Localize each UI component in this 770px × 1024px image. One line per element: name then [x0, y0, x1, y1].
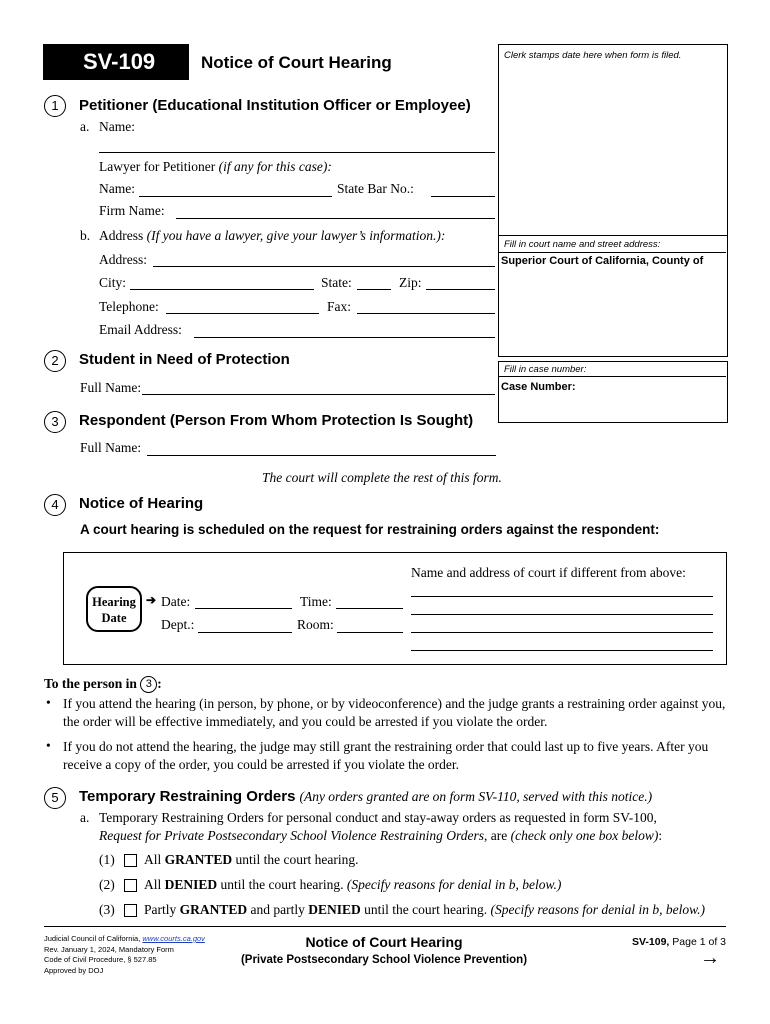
- telephone-label: Telephone:: [99, 299, 159, 314]
- option-2-checkbox[interactable]: [124, 879, 137, 892]
- item-5a-text-1: Temporary Restraining Orders for personal conduct and stay-away orders as requested in form SV-100,: [99, 810, 657, 825]
- fax-label: Fax:: [327, 299, 352, 314]
- option-2-text: All DENIED until the court hearing. (Specify reasons for denial in b, below.): [144, 877, 562, 892]
- option-2-number: (2): [99, 877, 115, 892]
- item-b-label: b.: [80, 228, 91, 243]
- section-4-title: Notice of Hearing: [79, 495, 204, 512]
- email-field[interactable]: [194, 337, 495, 338]
- hearing-room-field[interactable]: [337, 632, 403, 633]
- option-1-text: All GRANTED until the court hearing.: [144, 852, 359, 867]
- firm-name-field[interactable]: [176, 218, 495, 219]
- hearing-time-field[interactable]: [336, 608, 403, 609]
- option-3-checkbox[interactable]: [124, 904, 137, 917]
- form-code: SV-109: [83, 49, 156, 74]
- item-5a-label: a.: [80, 810, 90, 825]
- student-full-name-label: Full Name:: [80, 380, 142, 395]
- hearing-date-label: Date:: [161, 594, 191, 609]
- next-page-arrow-icon[interactable]: →: [700, 947, 720, 969]
- petitioner-name-field[interactable]: [99, 152, 495, 153]
- case-number-label: Case Number:: [501, 381, 576, 393]
- option-1-checkbox[interactable]: [124, 854, 137, 867]
- court-address-line-2[interactable]: [411, 614, 713, 615]
- footer-title: Notice of Court Hearing: [305, 934, 463, 950]
- footer-left: Judicial Council of California, www.courts.ca.gov Rev. January 1, 2024, Mandatory Form Code of Civil Procedure, § 527.85 Approved by DOJ: [44, 934, 205, 975]
- hearing-room-label: Room:: [297, 617, 334, 632]
- lawyer-name-label: Name:: [99, 181, 135, 196]
- section-number-3: 3: [44, 411, 66, 433]
- address-heading: Address (If you have a lawyer, give your lawyer’s information.):: [99, 228, 446, 243]
- form-code-badge: [43, 44, 189, 80]
- state-label: State:: [321, 275, 352, 290]
- telephone-field[interactable]: [166, 313, 319, 314]
- courts-link[interactable]: www.courts.ca.gov: [142, 934, 205, 943]
- city-label: City:: [99, 275, 127, 290]
- arrow-icon: ➔: [146, 593, 157, 607]
- court-name-label: Superior Court of California, County of: [501, 255, 704, 267]
- lawyer-label: Lawyer for Petitioner (if any for this case):: [99, 159, 332, 174]
- student-full-name-field[interactable]: [142, 394, 495, 395]
- hearing-dept-label: Dept.:: [161, 617, 195, 632]
- firm-name-label: Firm Name:: [99, 203, 165, 218]
- court-address-label: Name and address of court if different from above:: [411, 565, 686, 580]
- zip-label: Zip:: [399, 275, 422, 290]
- hearing-date-badge: Hearing Date: [86, 586, 142, 632]
- email-label: Email Address:: [99, 322, 182, 337]
- to-person-label: To the person in 3 :: [44, 676, 162, 691]
- item-5a-text-2: Request for Private Postsecondary School Violence Restraining Orders, are (check only one box below):: [99, 828, 663, 843]
- clerk-stamp-box: [498, 44, 728, 236]
- section-2-title: Student in Need of Protection: [79, 351, 290, 368]
- lawyer-name-field[interactable]: [139, 196, 332, 197]
- court-complete-note: The court will complete the rest of this form.: [262, 470, 502, 485]
- hearing-date-field[interactable]: [195, 608, 292, 609]
- footer-subtitle: (Private Postsecondary School Violence Prevention): [240, 954, 528, 966]
- form-title: Notice of Court Hearing: [201, 53, 392, 72]
- option-3-text: Partly GRANTED and partly DENIED until the court hearing. (Specify reasons for denial in b, below.): [144, 902, 705, 917]
- item-a-label: a.: [80, 119, 90, 134]
- section-4-subtitle: A court hearing is scheduled on the request for restraining orders against the respondent:: [80, 522, 660, 537]
- bullet-1: If you attend the hearing (in person, by phone, or by videoconference) and the judge grants a restraining order against you, the order will be effective immediately, and you could be arrested if you violate the order.: [63, 696, 726, 729]
- section-3-title: Respondent (Person From Whom Protection Is Sought): [79, 412, 474, 429]
- section-number-1: 1: [44, 95, 66, 117]
- state-bar-label: State Bar No.:: [337, 181, 414, 196]
- address-field[interactable]: [153, 266, 495, 267]
- section-5-title: Temporary Restraining Orders (Any orders granted are on form SV-110, served with this notice.): [79, 788, 653, 805]
- city-field[interactable]: [130, 289, 314, 290]
- bullet-marker-1: •: [46, 695, 51, 710]
- section-number-5: 5: [44, 787, 66, 809]
- footer-page: SV-109, Page 1 of 3: [631, 936, 726, 948]
- section-1-title: Petitioner (Educational Institution Officer or Employee): [79, 97, 471, 114]
- court-address-line-4[interactable]: [411, 650, 713, 651]
- respondent-full-name-label: Full Name:: [80, 440, 142, 455]
- bullet-marker-2: •: [46, 738, 51, 753]
- section-number-4: 4: [44, 494, 66, 516]
- case-note: Fill in case number:: [504, 364, 587, 375]
- fax-field[interactable]: [357, 313, 495, 314]
- zip-field[interactable]: [426, 289, 495, 290]
- section-number-2: 2: [44, 350, 66, 372]
- court-address-line-1[interactable]: [411, 596, 713, 597]
- option-1-number: (1): [99, 852, 115, 867]
- state-field[interactable]: [357, 289, 391, 290]
- state-bar-field[interactable]: [431, 196, 495, 197]
- section-ref-3: 3: [140, 676, 157, 693]
- hearing-dept-field[interactable]: [198, 632, 292, 633]
- petitioner-name-label: Name:: [99, 119, 135, 134]
- hearing-time-label: Time:: [300, 594, 332, 609]
- option-3-number: (3): [99, 902, 115, 917]
- clerk-stamp-note: Clerk stamps date here when form is filed.: [504, 50, 682, 61]
- court-address-line-3[interactable]: [411, 632, 713, 633]
- address-label: Address:: [99, 252, 147, 267]
- court-note: Fill in court name and street address:: [504, 239, 661, 250]
- respondent-full-name-field[interactable]: [147, 455, 496, 456]
- bullet-2: If you do not attend the hearing, the judge may still grant the restraining order that could last up to five years. After you receive a copy of the order, you could be arrested if you violate the order.: [63, 739, 709, 772]
